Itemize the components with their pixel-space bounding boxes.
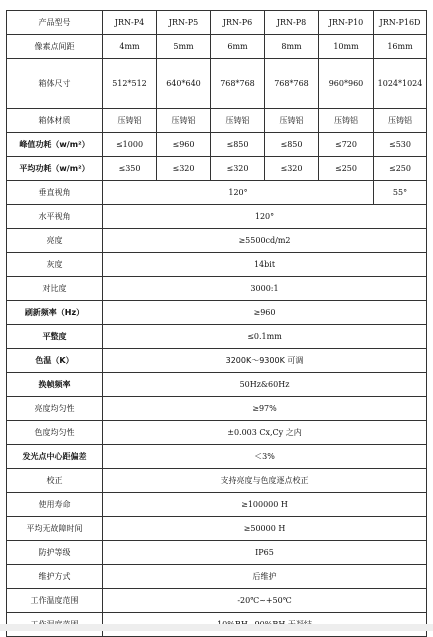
spec-row	[7, 589, 427, 613]
row-label: 维护方式	[7, 565, 103, 589]
cell-value: ＜3%	[103, 445, 427, 469]
spec-row	[7, 565, 427, 589]
row-label: 水平视角	[7, 205, 103, 229]
row-label: 箱体尺寸	[7, 59, 103, 109]
cell-value: ≥50000 H	[103, 517, 427, 541]
spec-row	[7, 493, 427, 517]
cell-value: 后维护	[103, 565, 427, 589]
cell-value: ≤320	[265, 157, 319, 181]
cell-value: ≥97%	[103, 397, 427, 421]
vertical-angle-row	[7, 181, 427, 205]
cell-value: ≤960	[157, 133, 211, 157]
model-p8: JRN-P8	[265, 11, 319, 35]
cell-value: 3200K～9300K 可调	[103, 349, 427, 373]
cell-value: 3000:1	[103, 277, 427, 301]
row-label: 色度均匀性	[7, 421, 103, 445]
spec-row	[7, 229, 427, 253]
spec-row	[7, 445, 427, 469]
cell-value: 压铸铝	[265, 109, 319, 133]
pixel-pitch-row	[7, 35, 427, 59]
cell-value: 14bit	[103, 253, 427, 277]
cell-value: ≥100000 H	[103, 493, 427, 517]
cell-value: ≤250	[319, 157, 374, 181]
spec-row	[7, 397, 427, 421]
cell-value: 压铸铝	[374, 109, 427, 133]
row-label: 换帧频率	[7, 373, 103, 397]
row-label: 发光点中心距偏差	[7, 445, 103, 469]
row-label: 使用寿命	[7, 493, 103, 517]
cell-value: IP65	[103, 541, 427, 565]
row-label: 亮度均匀性	[7, 397, 103, 421]
row-label: 箱体材质	[7, 109, 103, 133]
row-label: 灰度	[7, 253, 103, 277]
row-label: 防护等级	[7, 541, 103, 565]
cell-value: -20℃~+50℃	[103, 589, 427, 613]
row-label: 刷新频率（Hz）	[7, 301, 103, 325]
cell-value: 压铸铝	[211, 109, 265, 133]
spec-row	[7, 325, 427, 349]
cell-value: 4mm	[103, 35, 157, 59]
cabinet-size-row	[7, 59, 427, 109]
bottom-edge-bar	[0, 624, 433, 631]
cell-value: ≥5500cd/m2	[103, 229, 427, 253]
spec-row	[7, 253, 427, 277]
cell-value: 512*512	[103, 59, 157, 109]
row-label: 亮度	[7, 229, 103, 253]
cell-value: 50Hz&60Hz	[103, 373, 427, 397]
cell-value: ≤250	[374, 157, 427, 181]
spec-row	[7, 349, 427, 373]
spec-row	[7, 517, 427, 541]
spec-sheet	[6, 10, 426, 637]
row-label: 工作温度范围	[7, 589, 103, 613]
cell-value: 960*960	[319, 59, 374, 109]
row-label: 平整度	[7, 325, 103, 349]
cell-value: 1024*1024	[374, 59, 427, 109]
model-p16d: JRN-P16D	[374, 11, 427, 35]
cabinet-material-row	[7, 109, 427, 133]
cell-value: 768*768	[211, 59, 265, 109]
cell-value: 压铸铝	[157, 109, 211, 133]
cell-value: ≤350	[103, 157, 157, 181]
cell-value: ≤1000	[103, 133, 157, 157]
cell-value: ±0.003 Cx,Cy 之内	[103, 421, 427, 445]
cell-value: 55°	[374, 181, 427, 205]
cell-value: ≤720	[319, 133, 374, 157]
spec-row	[7, 277, 427, 301]
row-label: 对比度	[7, 277, 103, 301]
cell-value: 640*640	[157, 59, 211, 109]
average-power-row	[7, 157, 427, 181]
model-p6: JRN-P6	[211, 11, 265, 35]
cell-value: ≤320	[211, 157, 265, 181]
spec-row	[7, 541, 427, 565]
spec-row	[7, 421, 427, 445]
row-label: 垂直视角	[7, 181, 103, 205]
cell-value: 120°	[103, 181, 374, 205]
cell-value: ≤850	[265, 133, 319, 157]
cell-value: 压铸铝	[319, 109, 374, 133]
spec-row	[7, 205, 427, 229]
header-row	[7, 11, 427, 35]
row-label: 峰值功耗（w/m²）	[7, 133, 103, 157]
row-label: 像素点间距	[7, 35, 103, 59]
spec-row	[7, 469, 427, 493]
model-p5: JRN-P5	[157, 11, 211, 35]
row-label: 校正	[7, 469, 103, 493]
cell-value: 压铸铝	[103, 109, 157, 133]
cell-value: 支持亮度与色度逐点校正	[103, 469, 427, 493]
header-label: 产品型号	[7, 11, 103, 35]
peak-power-row	[7, 133, 427, 157]
model-p4: JRN-P4	[103, 11, 157, 35]
cell-value: 6mm	[211, 35, 265, 59]
model-p10: JRN-P10	[319, 11, 374, 35]
cell-value: 5mm	[157, 35, 211, 59]
cell-value: 10mm	[319, 35, 374, 59]
cell-value: ≤530	[374, 133, 427, 157]
row-label: 平均无故障时间	[7, 517, 103, 541]
cell-value: ≤320	[157, 157, 211, 181]
cell-value: 120°	[103, 205, 427, 229]
cell-value: 16mm	[374, 35, 427, 59]
cell-value: ≥960	[103, 301, 427, 325]
spec-table	[6, 10, 427, 637]
cell-value: ≤0.1mm	[103, 325, 427, 349]
cell-value: 768*768	[265, 59, 319, 109]
row-label: 色温（K）	[7, 349, 103, 373]
spec-row	[7, 373, 427, 397]
cell-value: ≤850	[211, 133, 265, 157]
spec-row	[7, 301, 427, 325]
row-label: 平均功耗（w/m²）	[7, 157, 103, 181]
cell-value: 8mm	[265, 35, 319, 59]
